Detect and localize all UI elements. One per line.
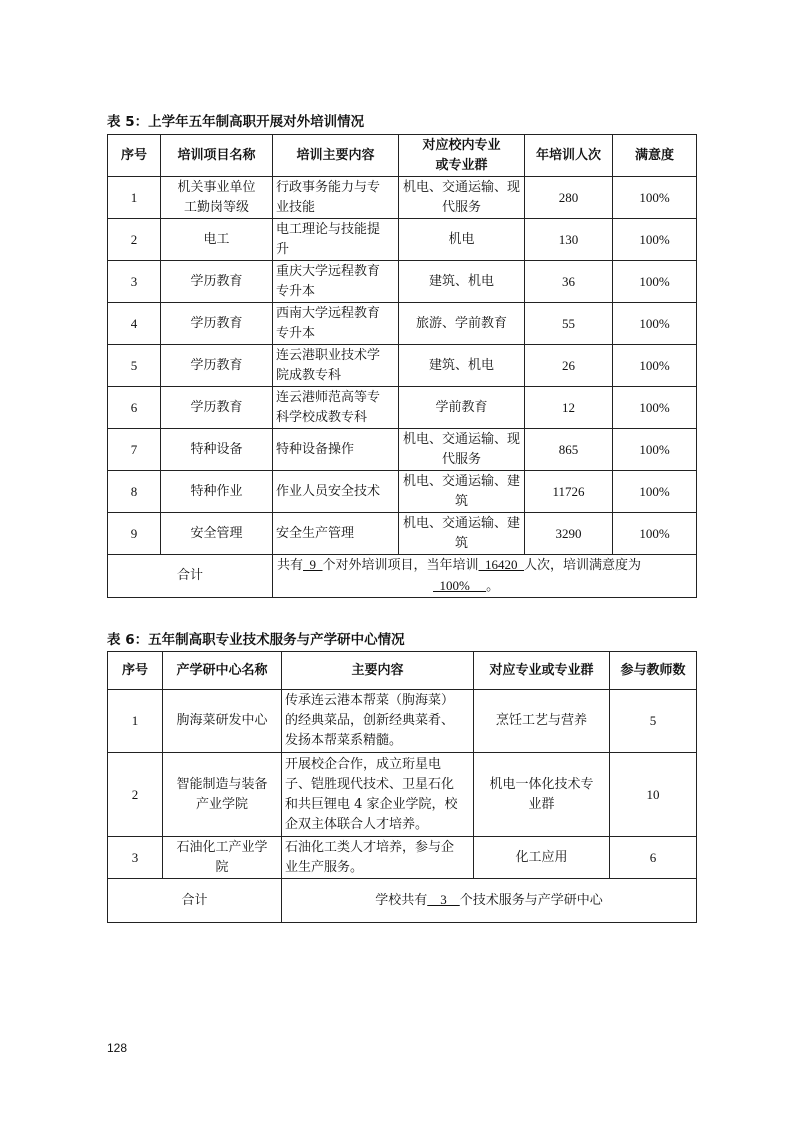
table5-row (108, 513, 697, 555)
table5-header-cell: 培训项目名称 (161, 135, 273, 177)
table5-cell: 学历教育 (161, 345, 273, 387)
table5-row (108, 429, 697, 471)
table5-cell: 865 (525, 429, 613, 471)
table5-cell: 西南大学远程教育 专升本 (273, 303, 399, 345)
table6-total-count: 3 (427, 892, 460, 907)
table5-total-row (108, 555, 697, 598)
table5-total-prefix: 共有 (277, 558, 304, 573)
table5-cell: 机电、交通运输、现 代服务 (399, 429, 525, 471)
table5-cell: 重庆大学远程教育 专升本 (273, 261, 399, 303)
table5-cell: 机电、交通运输、现 代服务 (399, 177, 525, 219)
table5-cell: 5 (108, 345, 161, 387)
table5-cell: 100% (613, 219, 697, 261)
table5 (107, 134, 697, 598)
table5-cell: 100% (613, 303, 697, 345)
table5-cell: 特种作业 (161, 471, 273, 513)
table6-header-cell: 主要内容 (282, 652, 474, 690)
table5-cell: 机电、交通运输、建 筑 (399, 513, 525, 555)
table6-total-suffix: 个技术服务与产学研中心 (459, 893, 603, 908)
table5-cell: 4 (108, 303, 161, 345)
table5-cell: 学历教育 (161, 261, 273, 303)
table5-total-project-count: 9 (303, 557, 323, 572)
table6-row (108, 837, 697, 879)
table6-cell: 朐海菜研发中心 (163, 690, 282, 753)
table6-header-cell: 参与教师数 (610, 652, 697, 690)
table5-caption: 表 5：上学年五年制高职开展对外培训情况 (107, 114, 365, 130)
table5-cell: 2 (108, 219, 161, 261)
table5-cell: 100% (613, 261, 697, 303)
table5-cell: 学历教育 (161, 387, 273, 429)
page-number: 128 (107, 1041, 128, 1055)
table5-cell: 学前教育 (399, 387, 525, 429)
table6-total-label: 合计 (108, 879, 282, 923)
table6-header-cell: 对应专业或专业群 (474, 652, 610, 690)
table6-cell: 传承连云港本帮菜（朐海菜） 的经典菜品，创新经典菜肴、 发扬本帮菜系精髓。 (282, 690, 474, 753)
table5-cell: 11726 (525, 471, 613, 513)
table5-header-cell: 满意度 (613, 135, 697, 177)
table5-cell: 安全生产管理 (273, 513, 399, 555)
table6 (107, 651, 697, 923)
table5-cell: 12 (525, 387, 613, 429)
table6-cell: 5 (610, 690, 697, 753)
table6-cell: 6 (610, 837, 697, 879)
table5-cell: 建筑、机电 (399, 261, 525, 303)
table5-row (108, 303, 697, 345)
table5-cell: 1 (108, 177, 161, 219)
table6-row (108, 753, 697, 837)
table6-cell: 化工应用 (474, 837, 610, 879)
table5-cell: 电工理论与技能提 升 (273, 219, 399, 261)
table5-cell: 机关事业单位 工勤岗等级 (161, 177, 273, 219)
table6-cell: 智能制造与装备 产业学院 (163, 753, 282, 837)
table5-cell: 连云港师范高等专 科学校成教专科 (273, 387, 399, 429)
table6-header-row (108, 652, 697, 690)
table5-cell: 36 (525, 261, 613, 303)
table6-total-prefix: 学校共有 (375, 893, 428, 908)
table5-total-suffix: 。 (486, 579, 500, 594)
table6-cell: 烹饪工艺与营养 (474, 690, 610, 753)
table5-total-text (273, 555, 697, 598)
table5-cell: 6 (108, 387, 161, 429)
table5-total-mid1: 个对外培训项目，当年培训 (322, 558, 479, 573)
table5-row (108, 261, 697, 303)
table6-cell: 石油化工类人才培养，参与企 业生产服务。 (282, 837, 474, 879)
table5-cell: 电工 (161, 219, 273, 261)
table5-cell: 100% (613, 513, 697, 555)
table5-total-satisfaction: 100% (433, 578, 487, 593)
table6-cell: 机电一体化技术专 业群 (474, 753, 610, 837)
table5-row (108, 471, 697, 513)
table5-row (108, 177, 697, 219)
table5-cell: 作业人员安全技术 (273, 471, 399, 513)
table5-cell: 3 (108, 261, 161, 303)
table5-row (108, 387, 697, 429)
table5-cell: 100% (613, 429, 697, 471)
table5-total-label: 合计 (108, 555, 273, 598)
table6-total-text (282, 879, 697, 923)
table6-cell: 10 (610, 753, 697, 837)
table6-total-row (108, 879, 697, 923)
table5-header-cell: 对应校内专业 或专业群 (399, 135, 525, 177)
table6-caption: 表 6：五年制高职专业技术服务与产学研中心情况 (107, 632, 405, 648)
table5-cell: 安全管理 (161, 513, 273, 555)
table5-cell: 特种设备 (161, 429, 273, 471)
table5-cell: 7 (108, 429, 161, 471)
table5-cell: 55 (525, 303, 613, 345)
table5-cell: 特种设备操作 (273, 429, 399, 471)
table5-cell: 3290 (525, 513, 613, 555)
table6-cell: 3 (108, 837, 163, 879)
table5-total-persons: 16420 (478, 557, 525, 572)
table5-row (108, 219, 697, 261)
table5-cell: 130 (525, 219, 613, 261)
table5-cell: 机电 (399, 219, 525, 261)
table5-cell: 连云港职业技术学 院成教专科 (273, 345, 399, 387)
table6-row (108, 690, 697, 753)
table6-header-cell: 产学研中心名称 (163, 652, 282, 690)
table5-header-row (108, 135, 697, 177)
table6-cell: 1 (108, 690, 163, 753)
table5-header-cell: 序号 (108, 135, 161, 177)
table5-cell: 建筑、机电 (399, 345, 525, 387)
table5-cell: 280 (525, 177, 613, 219)
table5-cell: 100% (613, 387, 697, 429)
table5-cell: 机电、交通运输、建 筑 (399, 471, 525, 513)
table6-cell: 石油化工产业学 院 (163, 837, 282, 879)
table6-cell: 开展校企合作，成立珩星电 子、铠胜现代技术、卫星石化 和共巨锂电 4 家企业学院，校 企双主体联合人才培养。 (282, 753, 474, 837)
table5-cell: 100% (613, 345, 697, 387)
table5-cell: 100% (613, 177, 697, 219)
table5-cell: 8 (108, 471, 161, 513)
table5-header-cell: 年培训人次 (525, 135, 613, 177)
table6-cell: 2 (108, 753, 163, 837)
table5-cell: 旅游、学前教育 (399, 303, 525, 345)
table5-header-cell: 培训主要内容 (273, 135, 399, 177)
table6-header-cell: 序号 (108, 652, 163, 690)
table5-cell: 行政事务能力与专 业技能 (273, 177, 399, 219)
table5-row (108, 345, 697, 387)
table5-total-mid2: 人次，培训满意度为 (524, 558, 642, 573)
table5-cell: 100% (613, 471, 697, 513)
table5-cell: 9 (108, 513, 161, 555)
table5-cell: 26 (525, 345, 613, 387)
table5-cell: 学历教育 (161, 303, 273, 345)
